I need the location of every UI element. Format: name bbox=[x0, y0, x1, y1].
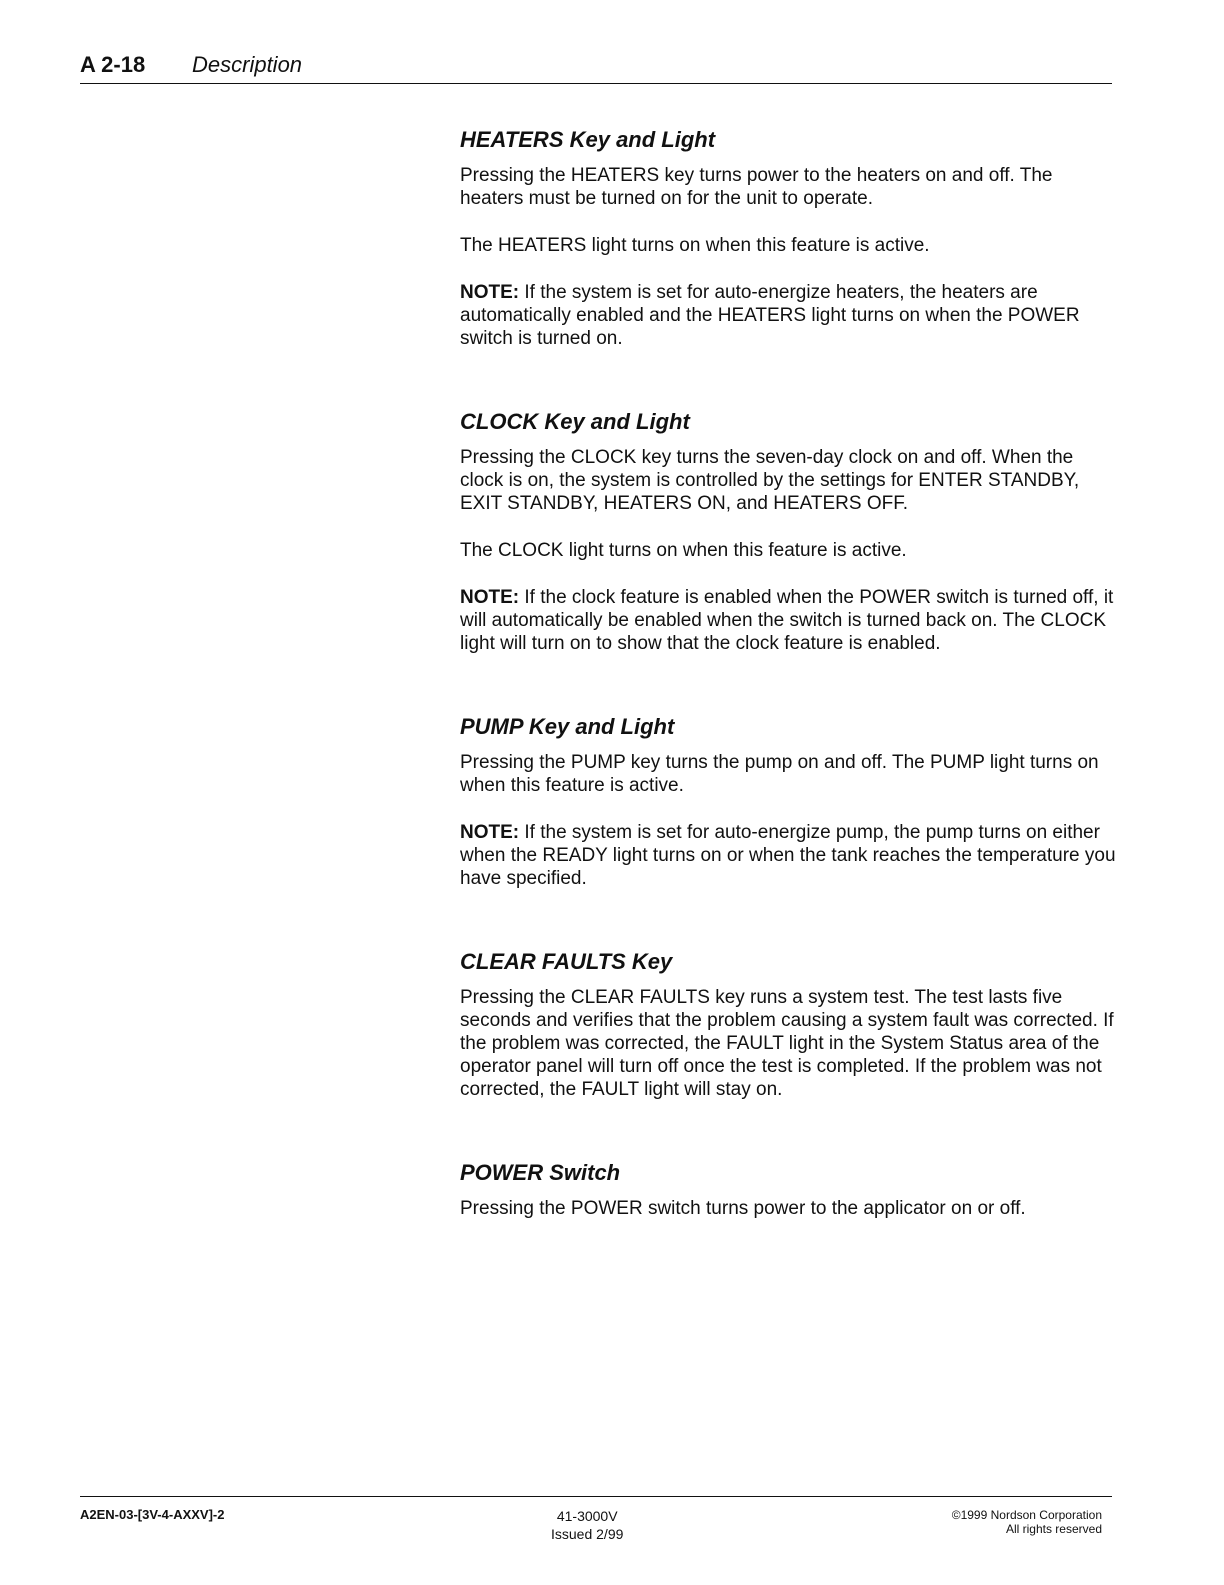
section-title: CLOCK Key and Light bbox=[460, 409, 690, 434]
rights-reserved: All rights reserved bbox=[1005, 1522, 1102, 1536]
note-text: If the system is set for auto-energize pump, the pump turns on either when the READY light turns on or when the tank reaches the temperature you have specified. bbox=[460, 822, 1116, 889]
note-label: NOTE: bbox=[460, 587, 520, 608]
section-clear-faults bbox=[460, 948, 1120, 1101]
section-title: POWER Switch bbox=[460, 1160, 621, 1185]
page-header bbox=[80, 52, 1112, 82]
content bbox=[460, 126, 1120, 1220]
section-title: HEATERS Key and Light bbox=[460, 127, 716, 152]
page-number: A 2-18 bbox=[80, 52, 146, 77]
paragraph: The CLOCK light turns on when this feature is active. bbox=[460, 540, 907, 561]
footer-right bbox=[952, 1508, 1102, 1536]
section-heaters bbox=[460, 126, 1120, 350]
section-title: PUMP Key and Light bbox=[460, 714, 675, 739]
section-clock bbox=[460, 408, 1120, 655]
paragraph: Pressing the CLEAR FAULTS key runs a system test. The test lasts five seconds and verifies that the problem causing a system fault was corrected. If the problem was corrected, the FAULT light in the System Status area of the operator panel will turn off once the test is completed. If the problem was not corrected, the FAULT light will stay on. bbox=[460, 987, 1114, 1100]
section-pump bbox=[460, 713, 1120, 890]
note-text: If the clock feature is enabled when the POWER switch is turned off, it will automatically be enabled when the switch is turned back on. The CLOCK light will turn on to show that the clock feature is enabled. bbox=[460, 587, 1114, 654]
footer-center bbox=[551, 1507, 623, 1543]
header-rule bbox=[80, 83, 1112, 84]
section-title: CLEAR FAULTS Key bbox=[460, 949, 673, 974]
part-number: 41-3000V bbox=[556, 1508, 618, 1524]
footer-rule bbox=[80, 1496, 1112, 1497]
doc-code: A2EN-03-[3V-4-AXXV]-2 bbox=[80, 1507, 225, 1522]
issue-date: Issued 2/99 bbox=[551, 1526, 624, 1542]
paragraph: The HEATERS light turns on when this feature is active. bbox=[460, 235, 930, 256]
copyright: ©1999 Nordson Corporation bbox=[951, 1508, 1102, 1522]
section-name: Description bbox=[192, 52, 303, 77]
note bbox=[460, 821, 1120, 890]
note bbox=[460, 586, 1120, 655]
section-power-switch bbox=[460, 1159, 1120, 1220]
note-label: NOTE: bbox=[460, 282, 520, 303]
paragraph: Pressing the PUMP key turns the pump on and off. The PUMP light turns on when this feature is active. bbox=[460, 752, 1099, 796]
paragraph: Pressing the CLOCK key turns the seven-day clock on and off. When the clock is on, the system is controlled by the settings for ENTER STANDBY, EXIT STANDBY, HEATERS ON, and HEATERS OFF. bbox=[460, 447, 1080, 514]
note bbox=[460, 281, 1120, 350]
paragraph: Pressing the HEATERS key turns power to the heaters on and off. The heaters must be turned on for the unit to operate. bbox=[460, 165, 1053, 209]
note-label: NOTE: bbox=[460, 822, 520, 843]
note-text: If the system is set for auto-energize heaters, the heaters are automatically enabled and the HEATERS light turns on when the POWER switch is turned on. bbox=[460, 282, 1080, 349]
paragraph: Pressing the POWER switch turns power to the applicator on or off. bbox=[460, 1198, 1026, 1219]
